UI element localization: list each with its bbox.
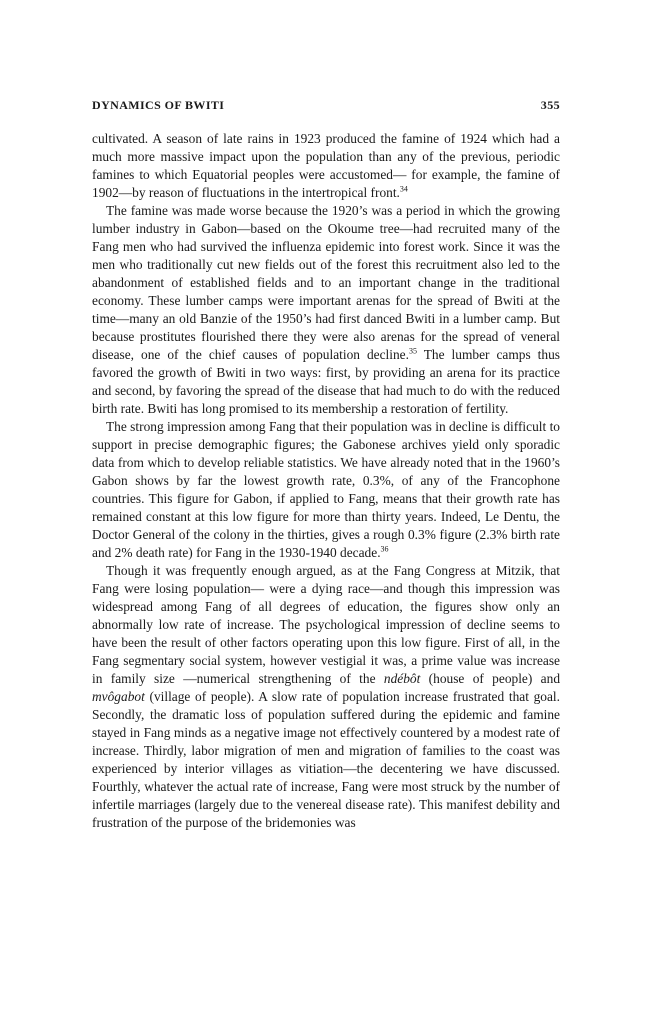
text-run: Though it was frequently enough argued, as at the Fang Congress at Mitzik, that Fang were losing population— were a dying race—and though this impression was widespread among Fang of all degrees of education, the figures show only an abnormally low rate of increase. The psychological impression of decline seems to have been the result of other factors operating upon this low figure. First of all, in the Fang segmentary social system, however vestigial it was, a prime value was increase in family size —numerical strengthening of the [92, 563, 560, 686]
italic-term: mvôgabot [92, 689, 145, 704]
page-number: 355 [540, 98, 560, 112]
text-run: The famine was made worse because the 1920’s was a period in which the growing lumber industry in Gabon—based on the Okoume tree—had recruited many of the Fang men who had survived the influenza epidemic into forest work. Since it was the men who traditionally cut new fields out of the forest this recruitment also led to the abandonment of established fields and to an important change in the traditional economy. These lumber camps were important arenas for the spread of Bwiti at the time—many an old Banzie of the 1950’s had first danced Bwiti in a lumber camp. But because prostitutes flourished there they were also arenas for the spread of veneral disease, one of the chief causes of population decline. [92, 203, 560, 362]
text-run: cultivated. A season of late rains in 1923 produced the famine of 1924 which had a much more massive impact upon the population than any of the previous, periodic famines to which Equatorial peoples were accustomed— for example, the famine of 1902—by reason of fluctuations in the intertropical front. [92, 131, 560, 200]
text-run: The lumber camps thus favored the growth of Bwiti in two ways: first, by providing an arena for its practice and second, by favoring the spread of the disease that had much to do with the reduced birth rate. Bwiti has long promised to its membership a restoration of fertility. [92, 347, 560, 416]
paragraph-p4 [92, 562, 560, 832]
paragraph-p3 [92, 418, 560, 562]
text-run: (village of people). A slow rate of population increase frustrated that goal. Secondly, the dramatic loss of population suffered during the epidemic and famine stayed in Fang minds as a negative image not effectively countered by a modest rate of increase. Thirdly, labor migration of men and migration of families to the coast was experienced by interior villages as vitiation—the decentering we have discussed. Fourthly, whatever the actual rate of increase, Fang were most struck by the number of infertile marriages (largely due to the venereal disease rate). This manifest debility and frustration of the purpose of the bridemonies was [92, 689, 560, 830]
text-run: The strong impression among Fang that their population was in decline is difficult to support in precise demographic figures; the Gabonese archives yield only sporadic data from which to develop reliable statistics. We have already noted that in the 1960’s Gabon shows by far the lowest growth rate, 0.3%, of any of the Francophone countries. This figure for Gabon, if applied to Fang, means that their growth rate has remained constant at this low figure for more than thirty years. Indeed, Le Dentu, the Doctor General of the colony in the thirties, gives a rough 0.3% figure (2.3% birth rate and 2% death rate) for Fang in the 1930-1940 decade. [92, 419, 560, 560]
text-run: (house of people) and [420, 671, 561, 686]
footnote-marker: 36 [380, 544, 389, 554]
italic-term: ndébôt [383, 671, 421, 686]
paragraph-p1 [92, 130, 560, 202]
running-header [92, 96, 560, 114]
book-page [92, 96, 560, 832]
body-text [92, 130, 560, 832]
running-title: DYNAMICS OF BWITI [92, 98, 225, 112]
footnote-marker: 35 [408, 346, 417, 356]
footnote-marker: 34 [399, 184, 408, 194]
paragraph-p2 [92, 202, 560, 418]
